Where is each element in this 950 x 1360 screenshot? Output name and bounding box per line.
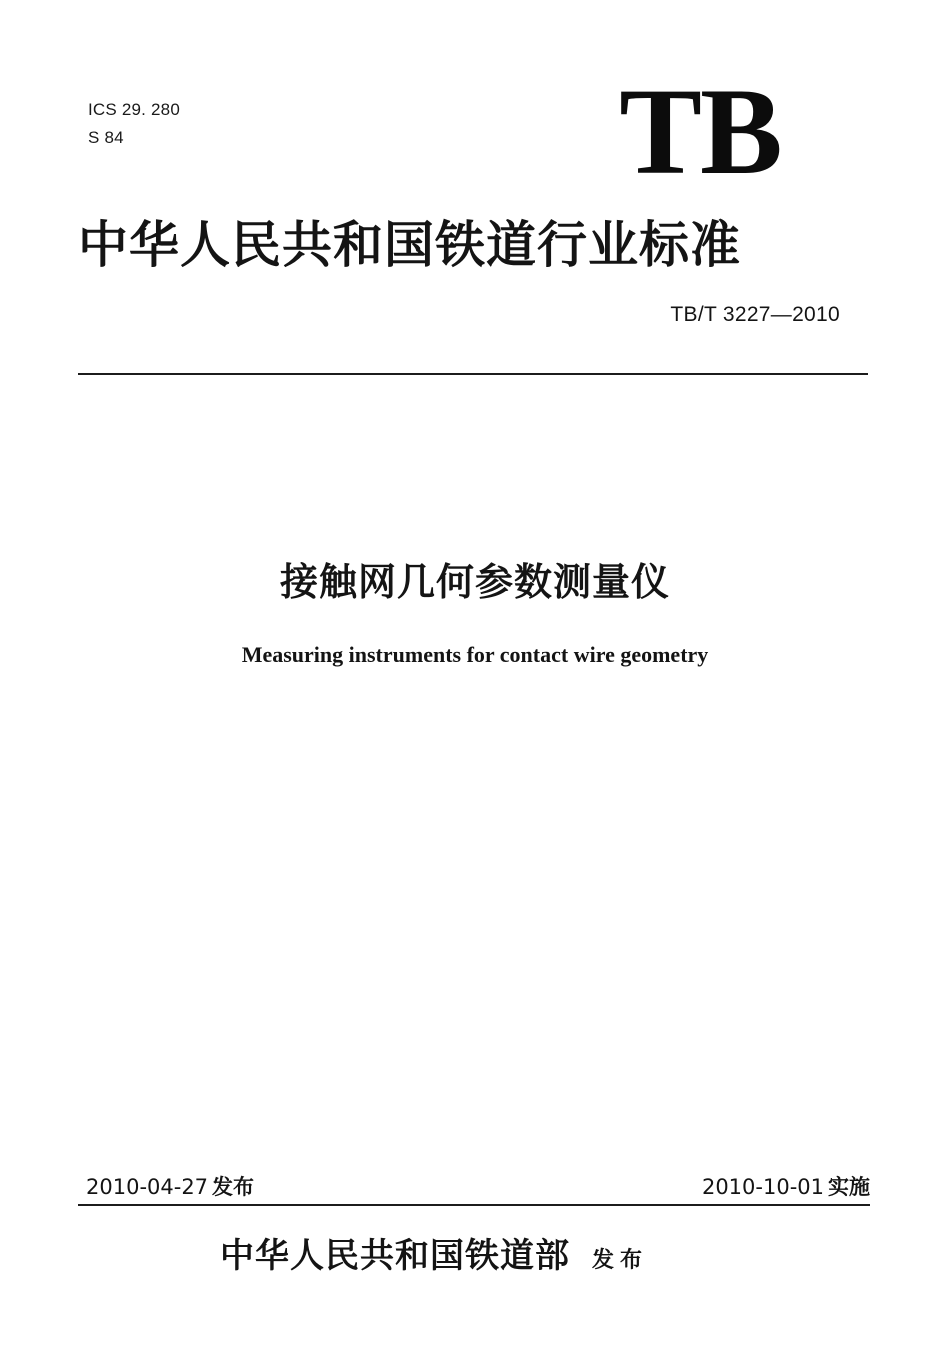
document-title-chinese: 接触网几何参数测量仪	[279, 560, 670, 604]
implementation-date: 2010-10-01	[701, 1175, 824, 1199]
authority-title: 中华人民共和国铁道行业标准	[78, 215, 741, 274]
document-title-english: Measuring instruments for contact wire geometry	[241, 642, 709, 667]
issue-date-line	[86, 1170, 254, 1204]
classification-code: S 84	[88, 128, 124, 147]
implementation-date-line	[702, 1170, 870, 1204]
implementation-label: 实施	[828, 1175, 870, 1199]
publisher-name: 中华人民共和国铁道部	[220, 1236, 570, 1276]
publisher-line	[220, 1228, 648, 1284]
publisher-label: 发布	[592, 1248, 649, 1273]
header-divider	[78, 373, 868, 375]
tb-logo: TB	[619, 63, 781, 200]
issue-label: 发布	[212, 1175, 255, 1199]
ics-code: ICS 29. 280	[88, 100, 180, 119]
standard-number: TB/T 3227—2010	[670, 303, 840, 326]
footer-divider	[78, 1204, 870, 1206]
issue-date: 2010-04-27	[86, 1175, 209, 1199]
